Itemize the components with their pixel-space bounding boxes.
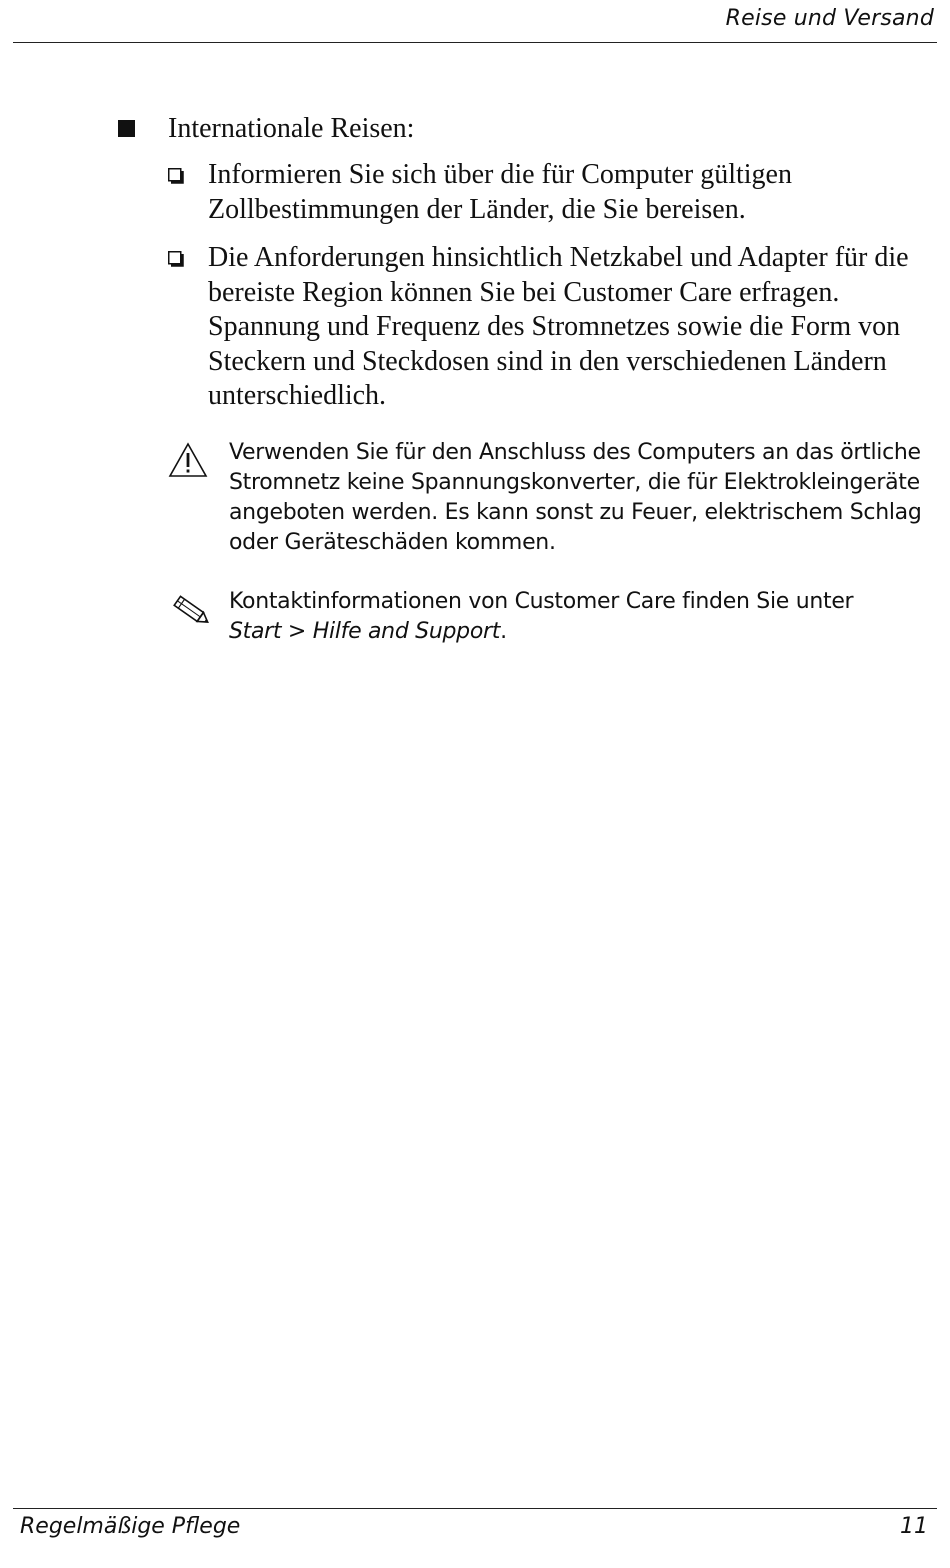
checkbox-bullet-icon bbox=[168, 251, 184, 267]
header-title: Reise und Versand bbox=[725, 6, 934, 31]
list-item-text: Die Anforderungen hinsichtlich Netzkabel und Adapter für die bereiste Region können Sie bei Customer Care erfragen. Spannung und Frequenz des Stromnetzes sowie die Form von Steckern und Steckdosen sind in den verschiedenen Ländern unterschiedlich. bbox=[208, 242, 909, 411]
note-text-end: . bbox=[500, 619, 507, 644]
checkbox-bullet-icon bbox=[168, 168, 184, 184]
note-text bbox=[229, 587, 929, 647]
footer-divider bbox=[13, 1508, 937, 1509]
main-bullet-text: Internationale Reisen: bbox=[168, 113, 415, 144]
pencil-note-icon bbox=[168, 591, 214, 636]
list-item-text: Informieren Sie sich über die für Computer gültigen Zollbestimmungen der Länder, die Sie bereisen. bbox=[208, 159, 792, 225]
page-number: 11 bbox=[900, 1514, 928, 1539]
caution-text: Verwenden Sie für den Anschluss des Computers an das örtliche Stromnetz keine Spannungskonverter, die für Elektrokleingeräte angeboten werden. Es kann sonst zu Feuer, elektrischem Schlag oder Geräteschäden kommen. bbox=[229, 440, 922, 555]
note-text-lead: Kontaktinformationen von Customer Care finden Sie unter bbox=[229, 589, 854, 614]
footer-section-title: Regelmäßige Pflege bbox=[20, 1514, 241, 1539]
note-path: Start > Hilfe and Support bbox=[229, 619, 501, 644]
header-divider bbox=[13, 42, 937, 43]
square-bullet-icon bbox=[118, 120, 135, 137]
warning-triangle-icon bbox=[168, 442, 208, 483]
